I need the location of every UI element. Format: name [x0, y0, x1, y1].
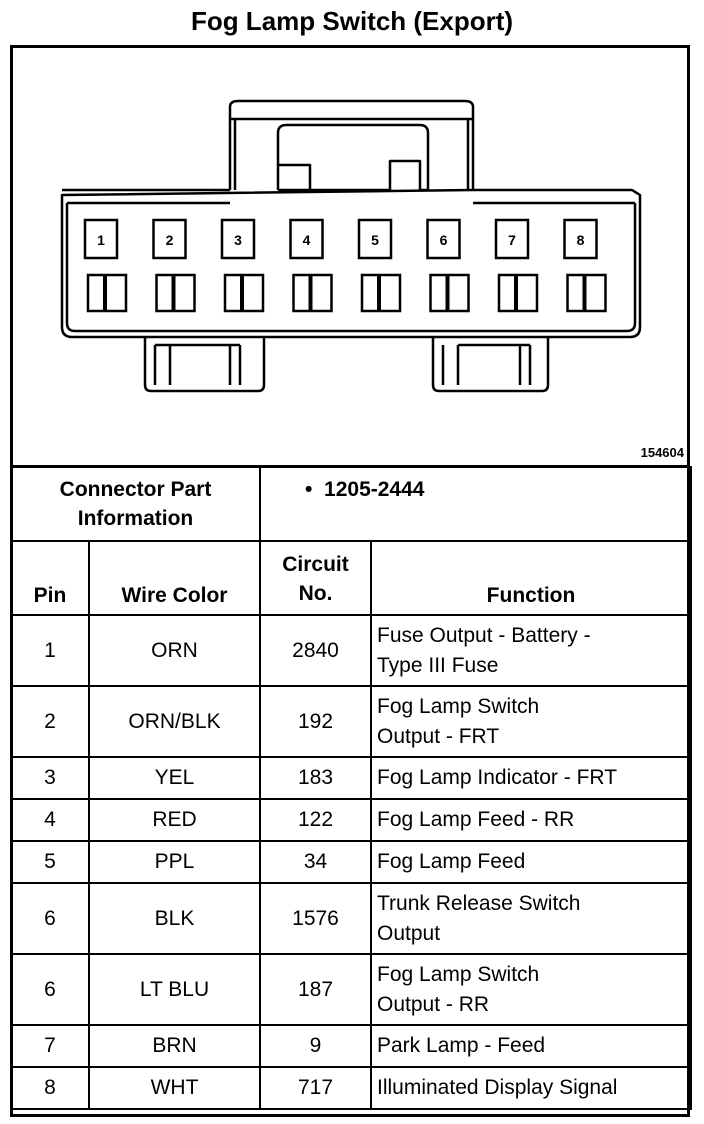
header-function: Function	[371, 541, 691, 615]
circuit-cell: 2840	[260, 615, 371, 686]
circuit-cell: 1576	[260, 883, 371, 954]
function-line: Output - RR	[377, 992, 490, 1016]
pin-number-2: 2	[165, 232, 174, 248]
pin-number-5: 5	[371, 232, 379, 248]
function-line: Fog Lamp Switch	[377, 694, 540, 718]
pin-number-1: 1	[97, 232, 105, 248]
pin-cell: 8	[11, 1067, 89, 1109]
pin-cell: 5	[11, 841, 89, 883]
pin-cell: 2	[11, 686, 89, 757]
circuit-cell: 122	[260, 799, 371, 841]
circuit-cell: 192	[260, 686, 371, 757]
wire-color-cell: WHT	[89, 1067, 260, 1109]
table-row	[11, 757, 691, 799]
function-line: Fog Lamp Feed - RR	[377, 808, 575, 831]
wire-color-cell: PPL	[89, 841, 260, 883]
table-row	[11, 954, 691, 1025]
wire-color-cell: BRN	[89, 1025, 260, 1067]
pin-cell: 6	[11, 883, 89, 954]
function-line: Trunk Release Switch	[377, 891, 581, 915]
header-wire-color: Wire Color	[89, 541, 260, 615]
wire-color-cell: BLK	[89, 883, 260, 954]
table-row	[11, 799, 691, 841]
function-cell	[371, 686, 691, 757]
function-line: Output - FRT	[377, 724, 500, 748]
function-cell	[371, 799, 691, 841]
header-pin: Pin	[11, 541, 89, 615]
pin-cell: 6	[11, 954, 89, 1025]
page-title: Fog Lamp Switch (Export)	[190, 6, 514, 36]
pinout-table	[10, 466, 692, 1110]
pin-cell: 3	[11, 757, 89, 799]
circuit-cell: 187	[260, 954, 371, 1025]
pin-number-8: 8	[576, 232, 585, 248]
table-row	[11, 686, 691, 757]
circuit-cell: 183	[260, 757, 371, 799]
part-number: • 1205-2444	[260, 467, 691, 541]
pin-cell: 4	[11, 799, 89, 841]
function-line: Fuse Output - Battery -	[377, 623, 591, 647]
function-line: Fog Lamp Indicator - FRT	[377, 766, 618, 789]
table-row	[11, 1025, 691, 1067]
circuit-cell: 34	[260, 841, 371, 883]
part-info-row	[11, 467, 691, 541]
header-row	[11, 541, 691, 615]
function-cell	[371, 883, 691, 954]
function-line: Fog Lamp Feed	[377, 850, 526, 873]
table-row	[11, 615, 691, 686]
part-info-label: Connector Part Information	[11, 467, 260, 541]
wire-color-cell: ORN	[89, 615, 260, 686]
wire-color-cell: RED	[89, 799, 260, 841]
function-line: Illuminated Display Signal	[377, 1076, 618, 1099]
table-row	[11, 883, 691, 954]
function-line: Park Lamp - Feed	[377, 1034, 546, 1057]
pin-cell: 7	[11, 1025, 89, 1067]
wire-color-cell: LT BLU	[89, 954, 260, 1025]
function-line: Output	[377, 921, 441, 945]
wire-color-cell: ORN/BLK	[89, 686, 260, 757]
pin-number-6: 6	[439, 232, 448, 248]
table-row	[11, 1067, 691, 1109]
function-cell	[371, 757, 691, 799]
function-cell	[371, 954, 691, 1025]
figure-id: 154604	[640, 445, 684, 460]
pin-number-3: 3	[234, 232, 242, 248]
function-cell	[371, 841, 691, 883]
pin-number-4: 4	[302, 232, 311, 248]
function-cell	[371, 1067, 691, 1109]
function-line: Fog Lamp Switch	[377, 962, 540, 986]
pin-number-7: 7	[508, 232, 516, 248]
circuit-cell: 9	[260, 1025, 371, 1067]
header-circuit: Circuit No.	[260, 541, 371, 615]
function-cell	[371, 615, 691, 686]
function-cell	[371, 1025, 691, 1067]
pin-cell: 1	[11, 615, 89, 686]
function-line: Type III Fuse	[377, 653, 499, 677]
table-row	[11, 841, 691, 883]
circuit-cell: 717	[260, 1067, 371, 1109]
wire-color-cell: YEL	[89, 757, 260, 799]
